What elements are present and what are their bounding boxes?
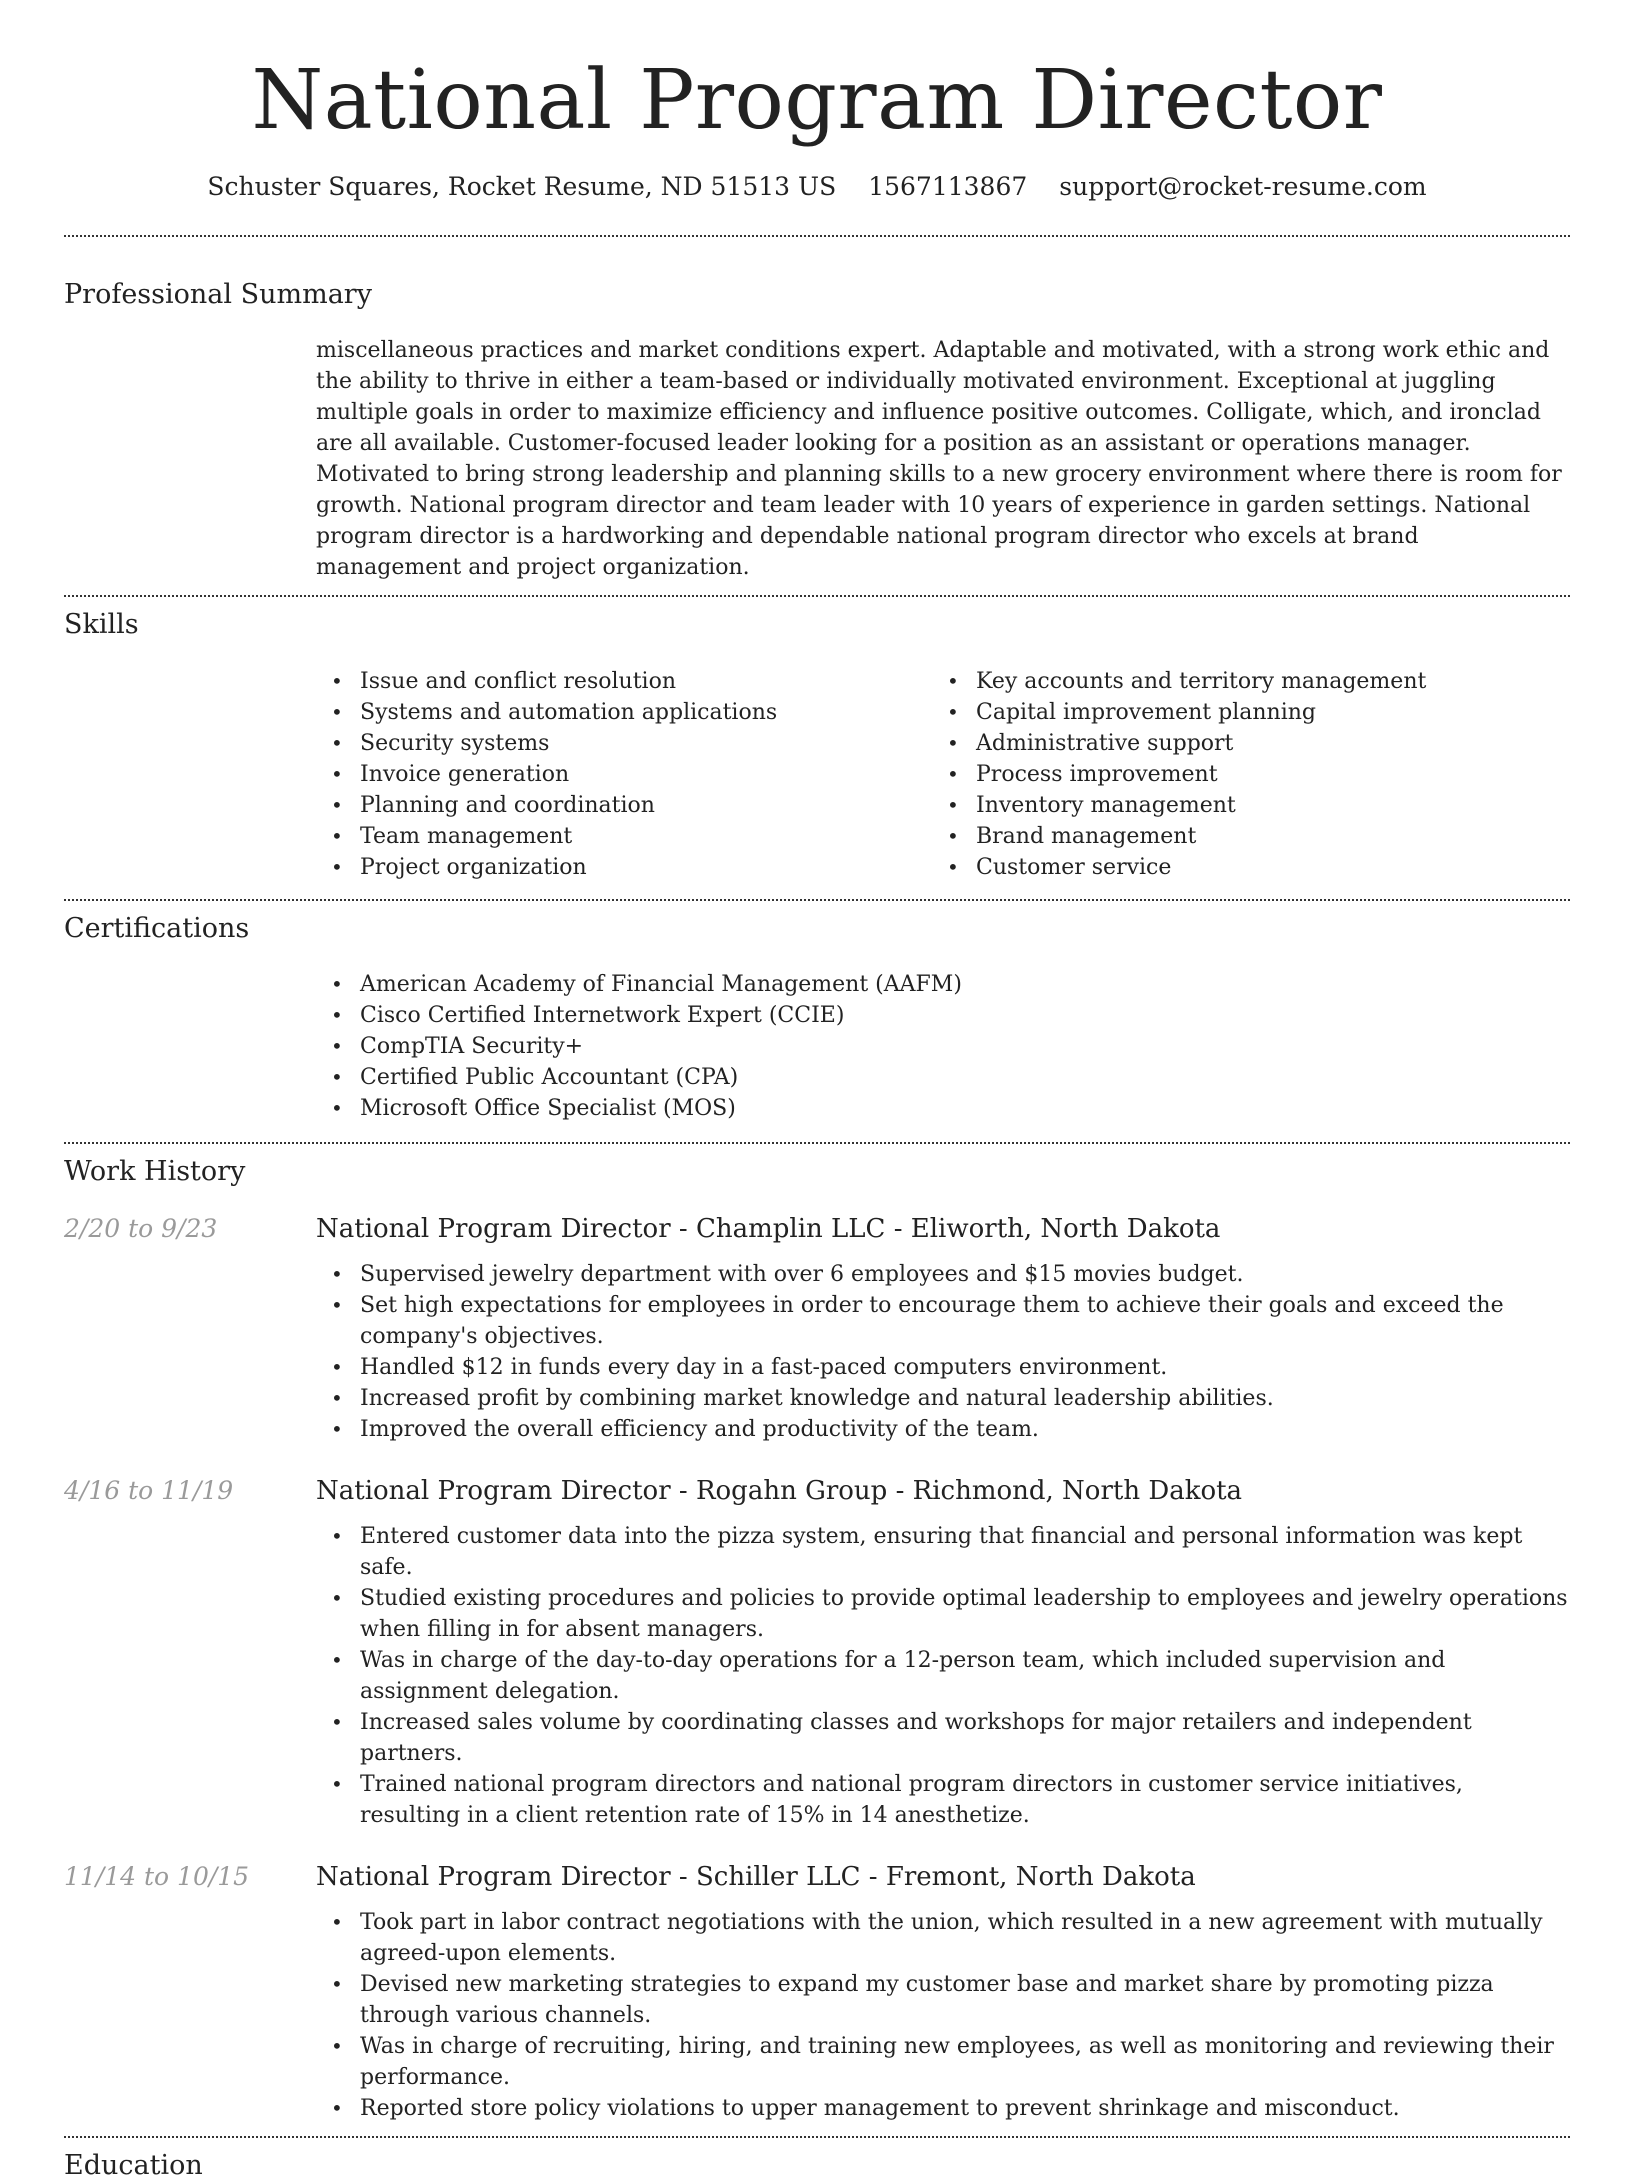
skill-item: • Issue and conflict resolution xyxy=(316,666,932,697)
skill-item: • Key accounts and territory management xyxy=(932,666,1548,697)
skills-section xyxy=(64,597,1570,898)
job-bullet: • Studied existing procedures and policies to provide optimal leadership to employees and jewelry operations when filling in for absent managers. xyxy=(316,1583,1570,1645)
section-title-work-history: Work History xyxy=(64,1156,246,1188)
job-date: 11/14 to 10/15 xyxy=(64,1861,250,1891)
job-bullet: • Took part in labor contract negotiations with the union, which resulted in a new agreement with mutually agreed-upon elements. xyxy=(316,1907,1570,1969)
job-title: National Program Director - Schiller LLC - Fremont, North Dakota xyxy=(316,1861,1196,1892)
work-history-section xyxy=(64,1144,1570,2135)
job-bullet: • Increased sales volume by coordinating classes and workshops for major retailers and independent partners. xyxy=(316,1707,1570,1769)
job-bullet: • Entered customer data into the pizza system, ensuring that financial and personal information was kept safe. xyxy=(316,1521,1570,1583)
education-section xyxy=(64,2138,1570,2182)
section-title-summary: Professional Summary xyxy=(64,279,372,310)
job-bullet: • Supervised jewelry department with over 6 employees and $15 movies budget. xyxy=(316,1259,1570,1290)
job-bullet: • Devised new marketing strategies to expand my customer base and market share by promoting pizza through various channels. xyxy=(316,1969,1570,2031)
skill-item: • Team management xyxy=(316,821,932,852)
skill-item: • Administrative support xyxy=(932,728,1548,759)
skill-item: • Inventory management xyxy=(932,790,1548,821)
contact-line xyxy=(64,172,1570,201)
contact-phone: 1567113867 xyxy=(868,172,1028,201)
skill-item: • Customer service xyxy=(932,852,1548,883)
certification-item: • American Academy of Financial Management (AAFM) xyxy=(316,969,1570,1000)
certification-item: • Certified Public Accountant (CPA) xyxy=(316,1062,1570,1093)
job-date: 4/16 to 11/19 xyxy=(64,1475,234,1505)
skill-item: • Planning and coordination xyxy=(316,790,932,821)
professional-summary-section xyxy=(64,237,1570,595)
job-bullets xyxy=(316,1521,1570,1831)
skill-item: • Capital improvement planning xyxy=(932,697,1548,728)
job-bullet: • Trained national program directors and national program directors in customer service initiatives, resulting in a client retention rate of 15% in 14 anesthetize. xyxy=(316,1769,1570,1831)
job-bullet: • Reported store policy violations to upper management to prevent shrinkage and misconduct. xyxy=(316,2093,1570,2124)
job-bullet: • Handled $12 in funds every day in a fast-paced computers environment. xyxy=(316,1352,1570,1383)
section-title-education: Education xyxy=(64,2149,203,2181)
job-bullets xyxy=(316,1259,1570,1445)
skills-list-left xyxy=(316,666,932,883)
resume-page xyxy=(64,0,1570,2182)
certification-item: • Microsoft Office Specialist (MOS) xyxy=(316,1093,1570,1124)
skill-item: • Security systems xyxy=(316,728,932,759)
section-title-skills: Skills xyxy=(64,609,139,641)
skill-item: • Project organization xyxy=(316,852,932,883)
job-bullet: • Was in charge of recruiting, hiring, and training new employees, as well as monitoring and reviewing their performance. xyxy=(316,2031,1570,2093)
job-date: 2/20 to 9/23 xyxy=(64,1213,218,1243)
job-entry xyxy=(64,1475,1570,1831)
job-bullet: • Set high expectations for employees in order to encourage them to achieve their goals and exceed the company's objectives. xyxy=(316,1290,1570,1352)
certification-item: • CompTIA Security+ xyxy=(316,1031,1570,1062)
job-bullet: • Increased profit by combining market knowledge and natural leadership abilities. xyxy=(316,1383,1570,1414)
resume-name: National Program Director xyxy=(251,53,1383,148)
job-entry xyxy=(64,1861,1570,2124)
summary-text: miscellaneous practices and market conditions expert. Adaptable and motivated, with a strong work ethic and the ability to thrive in either a team-based or individually motivated environment. Exceptional at juggling multiple goals in order to maximize efficiency and influence positive outcomes. Colligate, which, and ironclad are all available. Customer-focused leader looking for a position as an assistant or operations manager. Motivated to bring strong leadership and planning skills to a new grocery environment where there is room for growth. National program director and team leader with 10 years of experience in garden settings. National program director is a hardworking and dependable national program director who excels at brand management and project organization. xyxy=(316,338,1562,581)
certification-item: • Cisco Certified Internetwork Expert (CCIE) xyxy=(316,1000,1570,1031)
job-entry xyxy=(64,1213,1570,1445)
skill-item: • Invoice generation xyxy=(316,759,932,790)
section-title-certifications: Certifications xyxy=(64,912,250,944)
skills-list-right xyxy=(932,666,1548,883)
job-title: National Program Director - Champlin LLC - Eliworth, North Dakota xyxy=(316,1213,1221,1244)
certifications-section xyxy=(64,901,1570,1142)
job-bullets xyxy=(316,1907,1570,2124)
skill-item: • Brand management xyxy=(932,821,1548,852)
contact-email: support@rocket-resume.com xyxy=(1059,172,1427,201)
contact-address: Schuster Squares, Rocket Resume, ND 51513 US xyxy=(207,172,837,201)
skills-grid xyxy=(316,666,1570,899)
skill-item: • Systems and automation applications xyxy=(316,697,932,728)
job-title: National Program Director - Rogahn Group - Richmond, North Dakota xyxy=(316,1475,1243,1506)
job-bullet: • Was in charge of the day-to-day operations for a 12-person team, which included supervision and assignment delegation. xyxy=(316,1645,1570,1707)
skill-item: • Process improvement xyxy=(932,759,1548,790)
certifications-list xyxy=(316,969,1570,1142)
job-bullet: • Improved the overall efficiency and productivity of the team. xyxy=(316,1414,1570,1445)
